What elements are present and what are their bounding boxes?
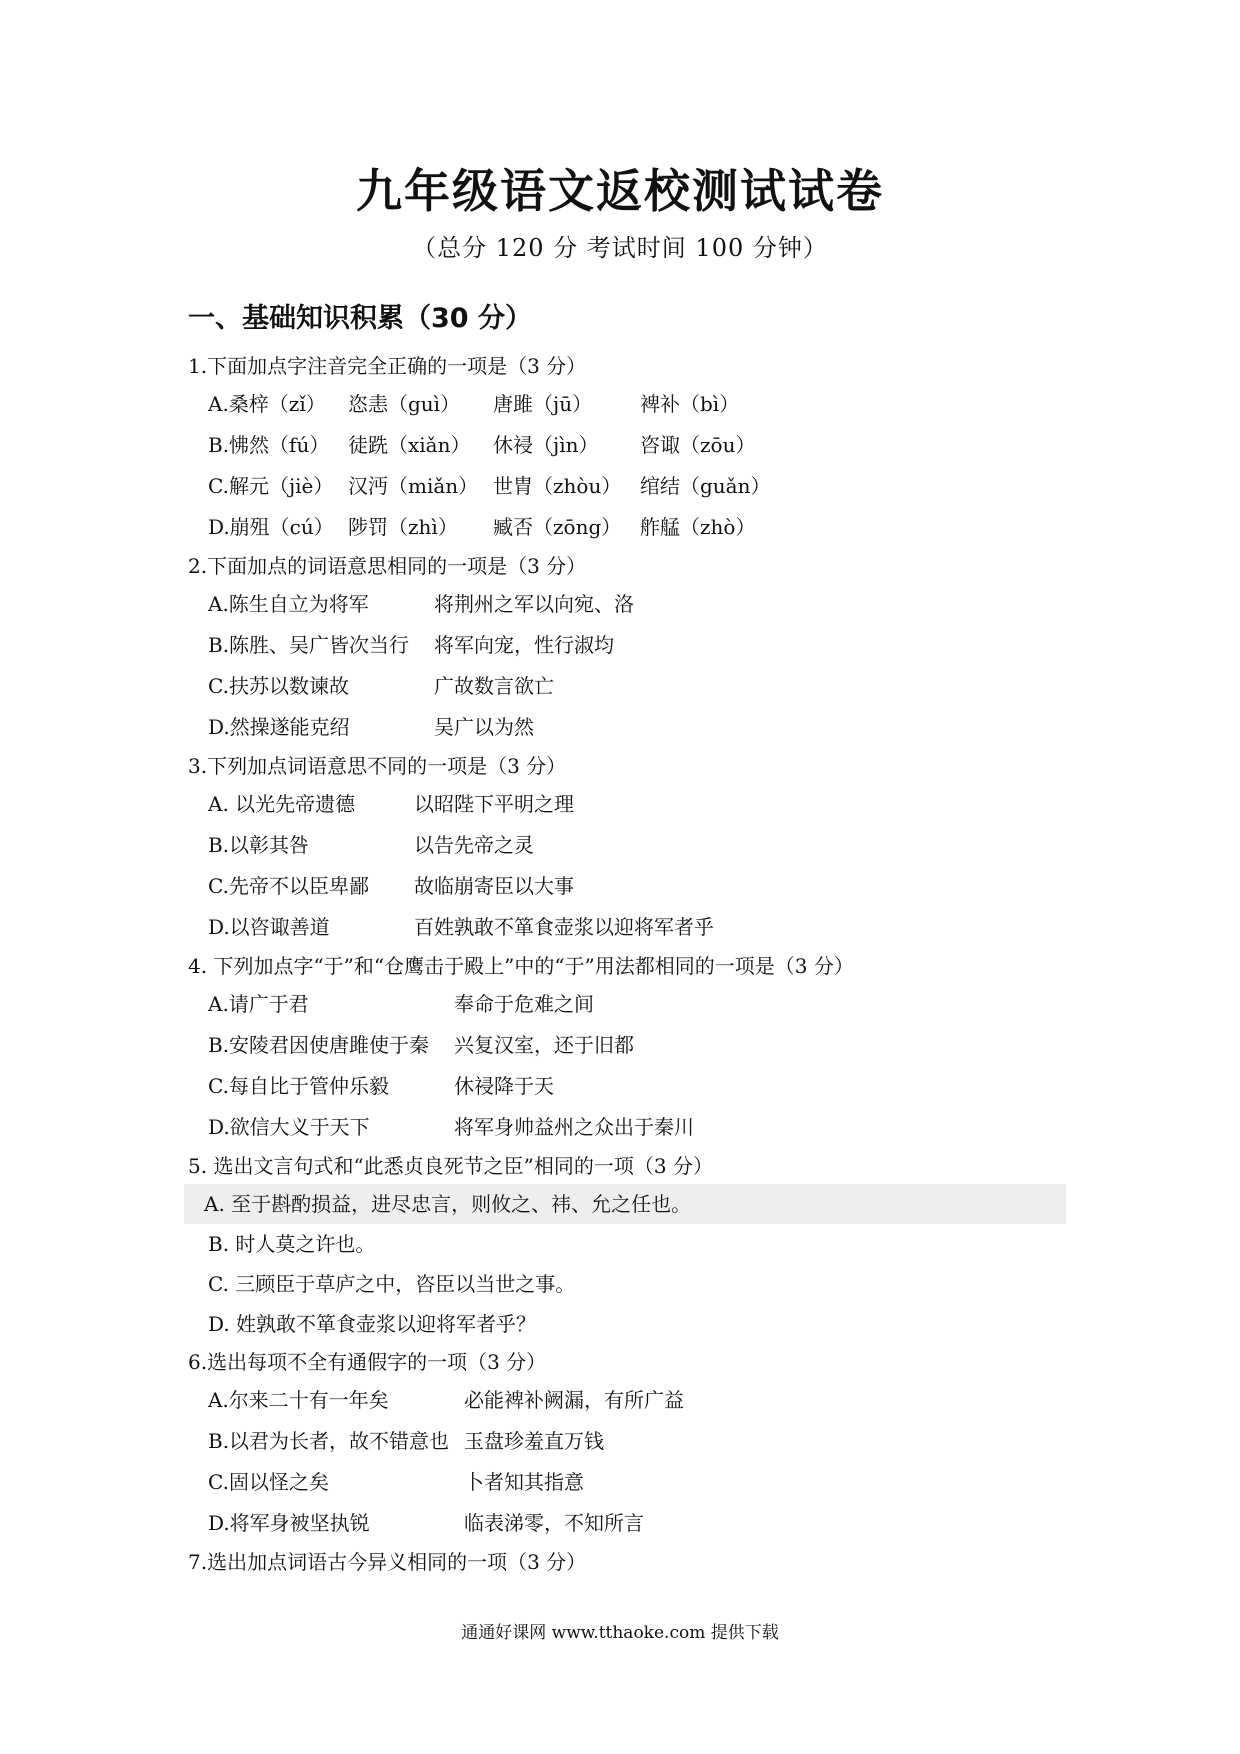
option-cell: 世胄（zhòu）: [493, 474, 622, 498]
question-3: [188, 748, 1068, 948]
option-row: [188, 907, 1068, 948]
option-cell: A. 以光先帝遗德: [208, 792, 356, 816]
option-cell: 必能裨补阙漏，有所广益: [464, 1388, 684, 1412]
option-cell: C.扶苏以数谏故: [208, 674, 349, 698]
question-stem: 3.下列加点词语意思不同的一项是（3 分）: [188, 754, 567, 778]
option-cell: 休祲（jìn）: [493, 433, 599, 457]
option-cell: 奉命于危难之间: [454, 992, 594, 1016]
option-row: [184, 1184, 1066, 1224]
exam-subtitle: （总分 120 分 考试时间 100 分钟）: [412, 234, 828, 262]
option-cell: 兴复汉室，还于旧都: [454, 1033, 634, 1057]
question-stem: 7.选出加点词语古今异义相同的一项（3 分）: [188, 1550, 587, 1574]
option-cell: 舴艋（zhò）: [640, 515, 756, 539]
option-cell: 唐雎（jū）: [493, 392, 593, 416]
option-row: [188, 1107, 1068, 1148]
option-row: [188, 1503, 1068, 1544]
question-5: [188, 1148, 1068, 1344]
option-row: [188, 584, 1068, 625]
option-cell: 恣恚（guì）: [348, 392, 461, 416]
option-row: [188, 784, 1068, 825]
option-cell: A.尔来二十有一年矣: [208, 1388, 389, 1412]
option-row: [188, 666, 1068, 707]
option-cell: B.怫然（fú）: [208, 433, 330, 457]
option-cell: 裨补（bì）: [640, 392, 740, 416]
option-cell: D.欲信大义于天下: [208, 1115, 370, 1139]
option-cell: C.解元（jiè）: [208, 474, 334, 498]
option-cell: 百姓孰敢不箪食壶浆以迎将军者乎: [414, 915, 714, 939]
question-6: [188, 1344, 1068, 1544]
option-cell: B.安陵君因使唐雎使于秦: [208, 1033, 430, 1057]
option-row: [188, 1224, 1068, 1264]
option-cell: 徒跣（xiǎn）: [348, 433, 471, 457]
option-cell: A.桑梓（zǐ）: [208, 392, 326, 416]
option-cell: D.将军身被坚执锐: [208, 1511, 370, 1535]
option-cell: B. 时人莫之许也。: [208, 1232, 376, 1256]
option-row: [188, 707, 1068, 748]
question-7: [188, 1544, 1068, 1580]
option-row: [188, 425, 1068, 466]
option-row: [188, 384, 1068, 425]
question-stem: 6.选出每项不全有通假字的一项（3 分）: [188, 1350, 547, 1374]
option-cell: 玉盘珍羞直万钱: [464, 1429, 604, 1453]
option-row: [188, 1264, 1068, 1304]
option-cell: 故临崩寄臣以大事: [414, 874, 574, 898]
option-cell: B.以君为长者，故不错意也: [208, 1429, 450, 1453]
option-cell: 卜者知其指意: [464, 1470, 584, 1494]
option-cell: D.然操遂能克绍: [208, 715, 350, 739]
footer-credit: 通通好课网 www.tthaoke.com 提供下载: [461, 1623, 779, 1643]
option-row: [188, 1380, 1068, 1421]
option-cell: 汉沔（miǎn）: [348, 474, 479, 498]
option-cell: 以告先帝之灵: [414, 833, 534, 857]
option-cell: A.陈生自立为将军: [208, 592, 369, 616]
option-cell: 将军身帅益州之众出于秦川: [454, 1115, 694, 1139]
option-cell: A.请广于君: [208, 992, 309, 1016]
question-2: [188, 548, 1068, 748]
option-row: [188, 1066, 1068, 1107]
option-row: [188, 507, 1068, 548]
option-cell: D.崩殂（cú）: [208, 515, 334, 539]
question-1: [188, 348, 1068, 548]
option-cell: 绾结（guǎn）: [640, 474, 771, 498]
question-stem: 4. 下列加点字“于”和“仓鹰击于殿上”中的“于”用法都相同的一项是（3 分）: [188, 954, 854, 978]
option-cell: D.以咨诹善道: [208, 915, 330, 939]
option-row: [188, 825, 1068, 866]
option-row: [188, 1025, 1068, 1066]
option-cell: D. 姓孰敢不箪食壶浆以迎将军者乎？: [208, 1312, 537, 1336]
option-row: [188, 866, 1068, 907]
option-row: [188, 625, 1068, 666]
option-row: [188, 984, 1068, 1025]
option-cell: C.先帝不以臣卑鄙: [208, 874, 369, 898]
option-cell: 吴广以为然: [434, 715, 534, 739]
option-row: [188, 1421, 1068, 1462]
option-cell: 将军向宠，性行淑均: [434, 633, 614, 657]
option-cell: 陟罚（zhì）: [348, 515, 458, 539]
option-cell: C.每自比于管仲乐毅: [208, 1074, 389, 1098]
exam-title: 九年级语文返校测试试卷: [356, 164, 884, 218]
option-cell: 将荆州之军以向宛、洛: [434, 592, 634, 616]
option-cell: 臧否（zōng）: [493, 515, 622, 539]
question-list: [188, 348, 1068, 1580]
option-row: [188, 466, 1068, 507]
option-row: [188, 1304, 1068, 1344]
option-cell: A. 至于斟酌损益，进尽忠言，则攸之、祎、允之任也。: [204, 1192, 692, 1216]
option-row: [188, 1462, 1068, 1503]
option-cell: 休祲降于天: [454, 1074, 554, 1098]
question-stem: 5. 选出文言句式和“此悉贞良死节之臣”相同的一项（3 分）: [188, 1154, 713, 1178]
option-cell: B.以彰其咎: [208, 833, 310, 857]
option-cell: C. 三顾臣于草庐之中，咨臣以当世之事。: [208, 1272, 576, 1296]
question-4: [188, 948, 1068, 1148]
section-heading: 一、基础知识积累（30 分）: [188, 303, 532, 334]
option-cell: 咨诹（zōu）: [640, 433, 756, 457]
option-cell: 以昭陛下平明之理: [414, 792, 574, 816]
option-cell: C.固以怪之矣: [208, 1470, 329, 1494]
option-cell: 广故数言欲亡: [434, 674, 554, 698]
option-cell: B.陈胜、吴广皆次当行: [208, 633, 410, 657]
option-cell: 临表涕零，不知所言: [464, 1511, 644, 1535]
question-stem: 2.下面加点的词语意思相同的一项是（3 分）: [188, 554, 587, 578]
question-stem: 1.下面加点字注音完全正确的一项是（3 分）: [188, 354, 587, 378]
